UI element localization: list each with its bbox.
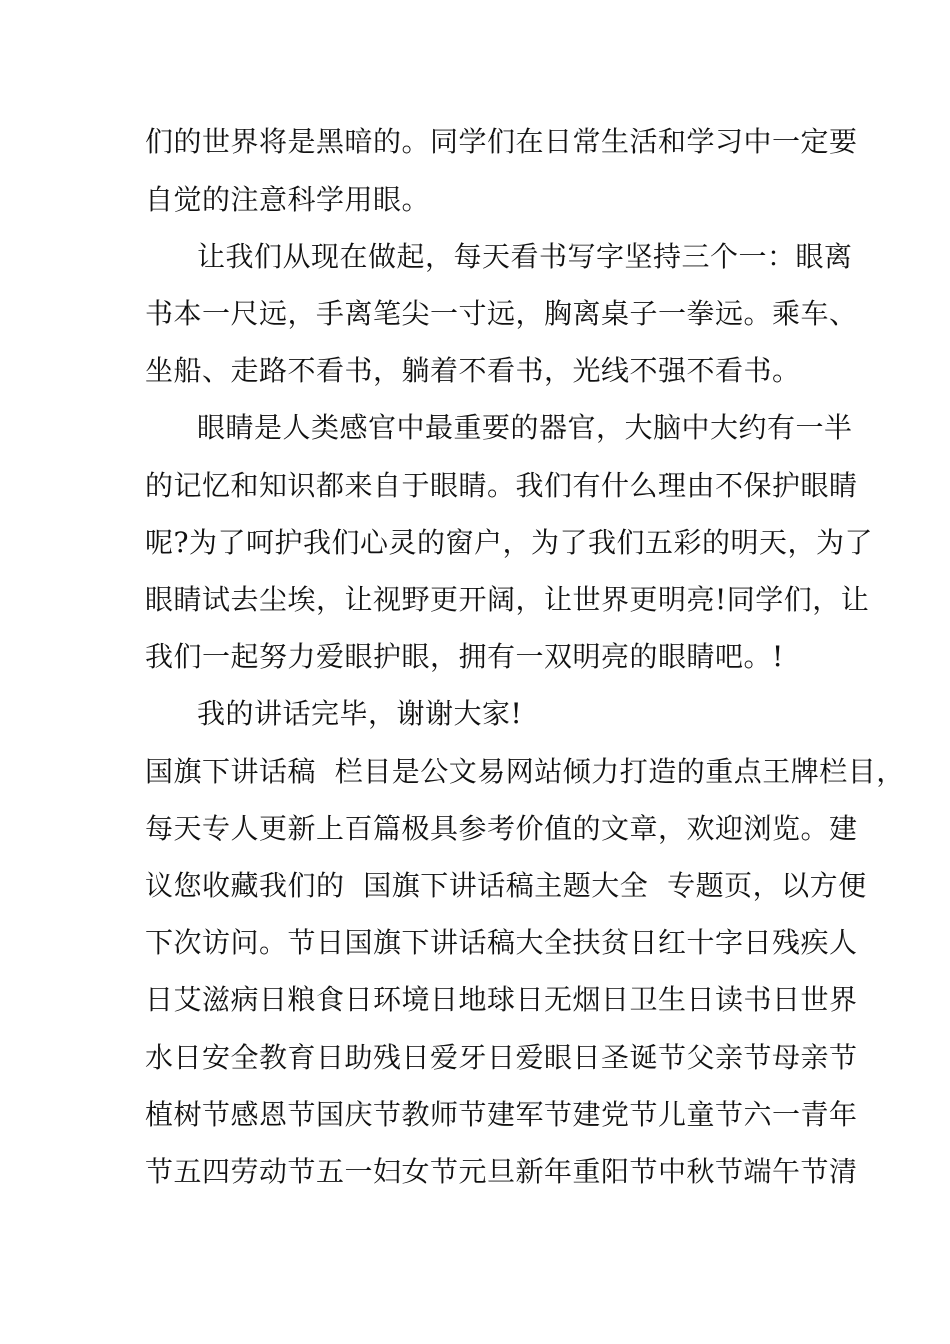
paragraph-start-line: 让我们从现在做起，每天看书写字坚持三个一：眼离: [197, 240, 853, 273]
text-line: 日艾滋病日粮食日环境日地球日无烟日卫生日读书日世界: [145, 983, 858, 1016]
text-line: 坐船、走路不看书，躺着不看书，光线不强不看书。: [145, 354, 801, 387]
text-line: 我们一起努力爱眼护眼，拥有一双明亮的眼睛吧。!: [145, 640, 784, 673]
text-line: 们的世界将是黑暗的。同学们在日常生活和学习中一定要: [145, 125, 858, 158]
text-line: 的记忆和知识都来自于眼睛。我们有什么理由不保护眼睛: [145, 469, 858, 502]
text-line: 书本一尺远，手离笔尖一寸远，胸离桌子一拳远。乘车、: [145, 297, 858, 330]
text-line: 眼睛试去尘埃，让视野更开阔，让世界更明亮!同学们，让: [145, 583, 870, 616]
text-line: 国旗下讲话稿 栏目是公文易网站倾力打造的重点王牌栏目，: [145, 755, 905, 788]
text-line: 每天专人更新上百篇极具参考价值的文章，欢迎浏览。建: [145, 812, 858, 845]
text-line: 水日安全教育日助残日爱牙日爱眼日圣诞节父亲节母亲节: [145, 1041, 858, 1074]
text-line: 自觉的注意科学用眼。: [145, 183, 431, 216]
text-line: 植树节感恩节国庆节教师节建军节建党节儿童节六一青年: [145, 1098, 858, 1131]
paragraph-start-line: 眼睛是人类感官中最重要的器官，大脑中大约有一半: [197, 411, 853, 444]
closing-line: 我的讲话完毕，谢谢大家!: [197, 697, 523, 730]
text-line: 呢?为了呵护我们心灵的窗户，为了我们五彩的明天，为了: [145, 526, 874, 559]
text-line: 议您收藏我们的 国旗下讲话稿主题大全 专题页，以方便: [145, 869, 867, 902]
text-line: 节五四劳动节五一妇女节元旦新年重阳节中秋节端午节清: [145, 1155, 858, 1188]
text-line: 下次访问。节日国旗下讲话稿大全扶贫日红十字日残疾人: [145, 926, 858, 959]
